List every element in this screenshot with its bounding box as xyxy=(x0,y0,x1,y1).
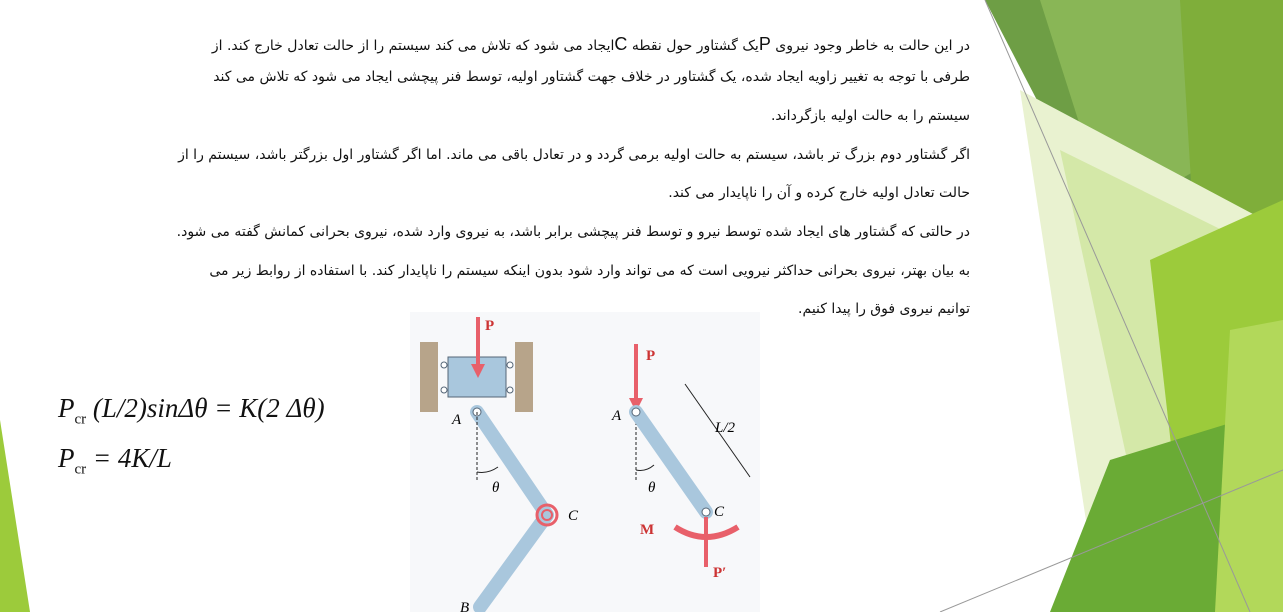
equation-moment-balance xyxy=(58,393,325,428)
label-p-prime: P′ xyxy=(713,565,727,581)
eq-symbol: P xyxy=(58,393,75,423)
text-line: حالت تعادل اولیه خارج کرده و آن را ناپایدار می کند. xyxy=(668,185,970,201)
label-theta-fbd: θ xyxy=(648,480,656,496)
label-b: B xyxy=(460,600,470,612)
label-p-fbd: P xyxy=(646,348,656,364)
label-c: C xyxy=(568,508,579,524)
eq-body: (L/2)sinΔθ = K(2 Δθ) xyxy=(86,393,325,423)
label-c-fbd: C xyxy=(714,504,725,520)
equation-critical-load xyxy=(58,443,172,478)
text-segment: ایجاد می شود که تلاش می کند سیستم را از حالت تعادل خارج کند. از xyxy=(211,38,615,54)
label-l-half: L/2 xyxy=(715,420,736,436)
text-line: سیستم را به حالت اولیه بازگرداند. xyxy=(770,108,970,124)
text-line: طرفی با توجه به تغییر زاویه ایجاد شده، یک گشتاور در خلاف جهت گشتاور اولیه، توسط فنر پیچشی ایجاد می شود که تلاش می کند xyxy=(213,69,970,85)
label-m: M xyxy=(640,522,655,538)
text-line: به بیان بهتر، نیروی بحرانی حداکثر نیرویی است که می تواند وارد شود بدون اینکه سیستم را ناپایدار کند. با استفاده از روابط زیر می xyxy=(209,263,970,279)
eq-subscript: cr xyxy=(74,411,87,428)
eq-symbol: P xyxy=(58,443,75,473)
buckling-figure xyxy=(410,312,760,612)
label-a-fbd: A xyxy=(612,408,622,424)
symbol-c: C xyxy=(614,34,628,54)
eq-body: = 4K/L xyxy=(86,443,172,473)
text-segment: یک گشتاور حول نقطه xyxy=(627,38,759,54)
label-a: A xyxy=(452,412,462,428)
text-line xyxy=(212,34,970,55)
right-wall xyxy=(515,342,533,412)
text-segment: در این حالت به خاطر وجود نیروی xyxy=(770,38,970,54)
symbol-p: P xyxy=(758,34,771,54)
left-wall xyxy=(420,342,438,412)
eq-subscript: cr xyxy=(74,461,87,478)
label-p: P xyxy=(485,318,495,334)
text-line: در حالتی که گشتاور های ایجاد شده توسط نیرو و توسط فنر پیچشی برابر باشد، به نیروی وارد شده، نیروی بحرانی کمانش گفته می شود. xyxy=(176,224,970,240)
label-theta: θ xyxy=(492,480,500,496)
text-line: توانیم نیروی فوق را پیدا کنیم. xyxy=(798,301,970,317)
text-line: اگر گشتاور دوم بزرگ تر باشد، سیستم به حالت اولیه برمی گردد و در تعادل باقی می ماند. اما اگر گشتاور اول بزرگتر باشد، سیستم را از xyxy=(178,147,970,163)
